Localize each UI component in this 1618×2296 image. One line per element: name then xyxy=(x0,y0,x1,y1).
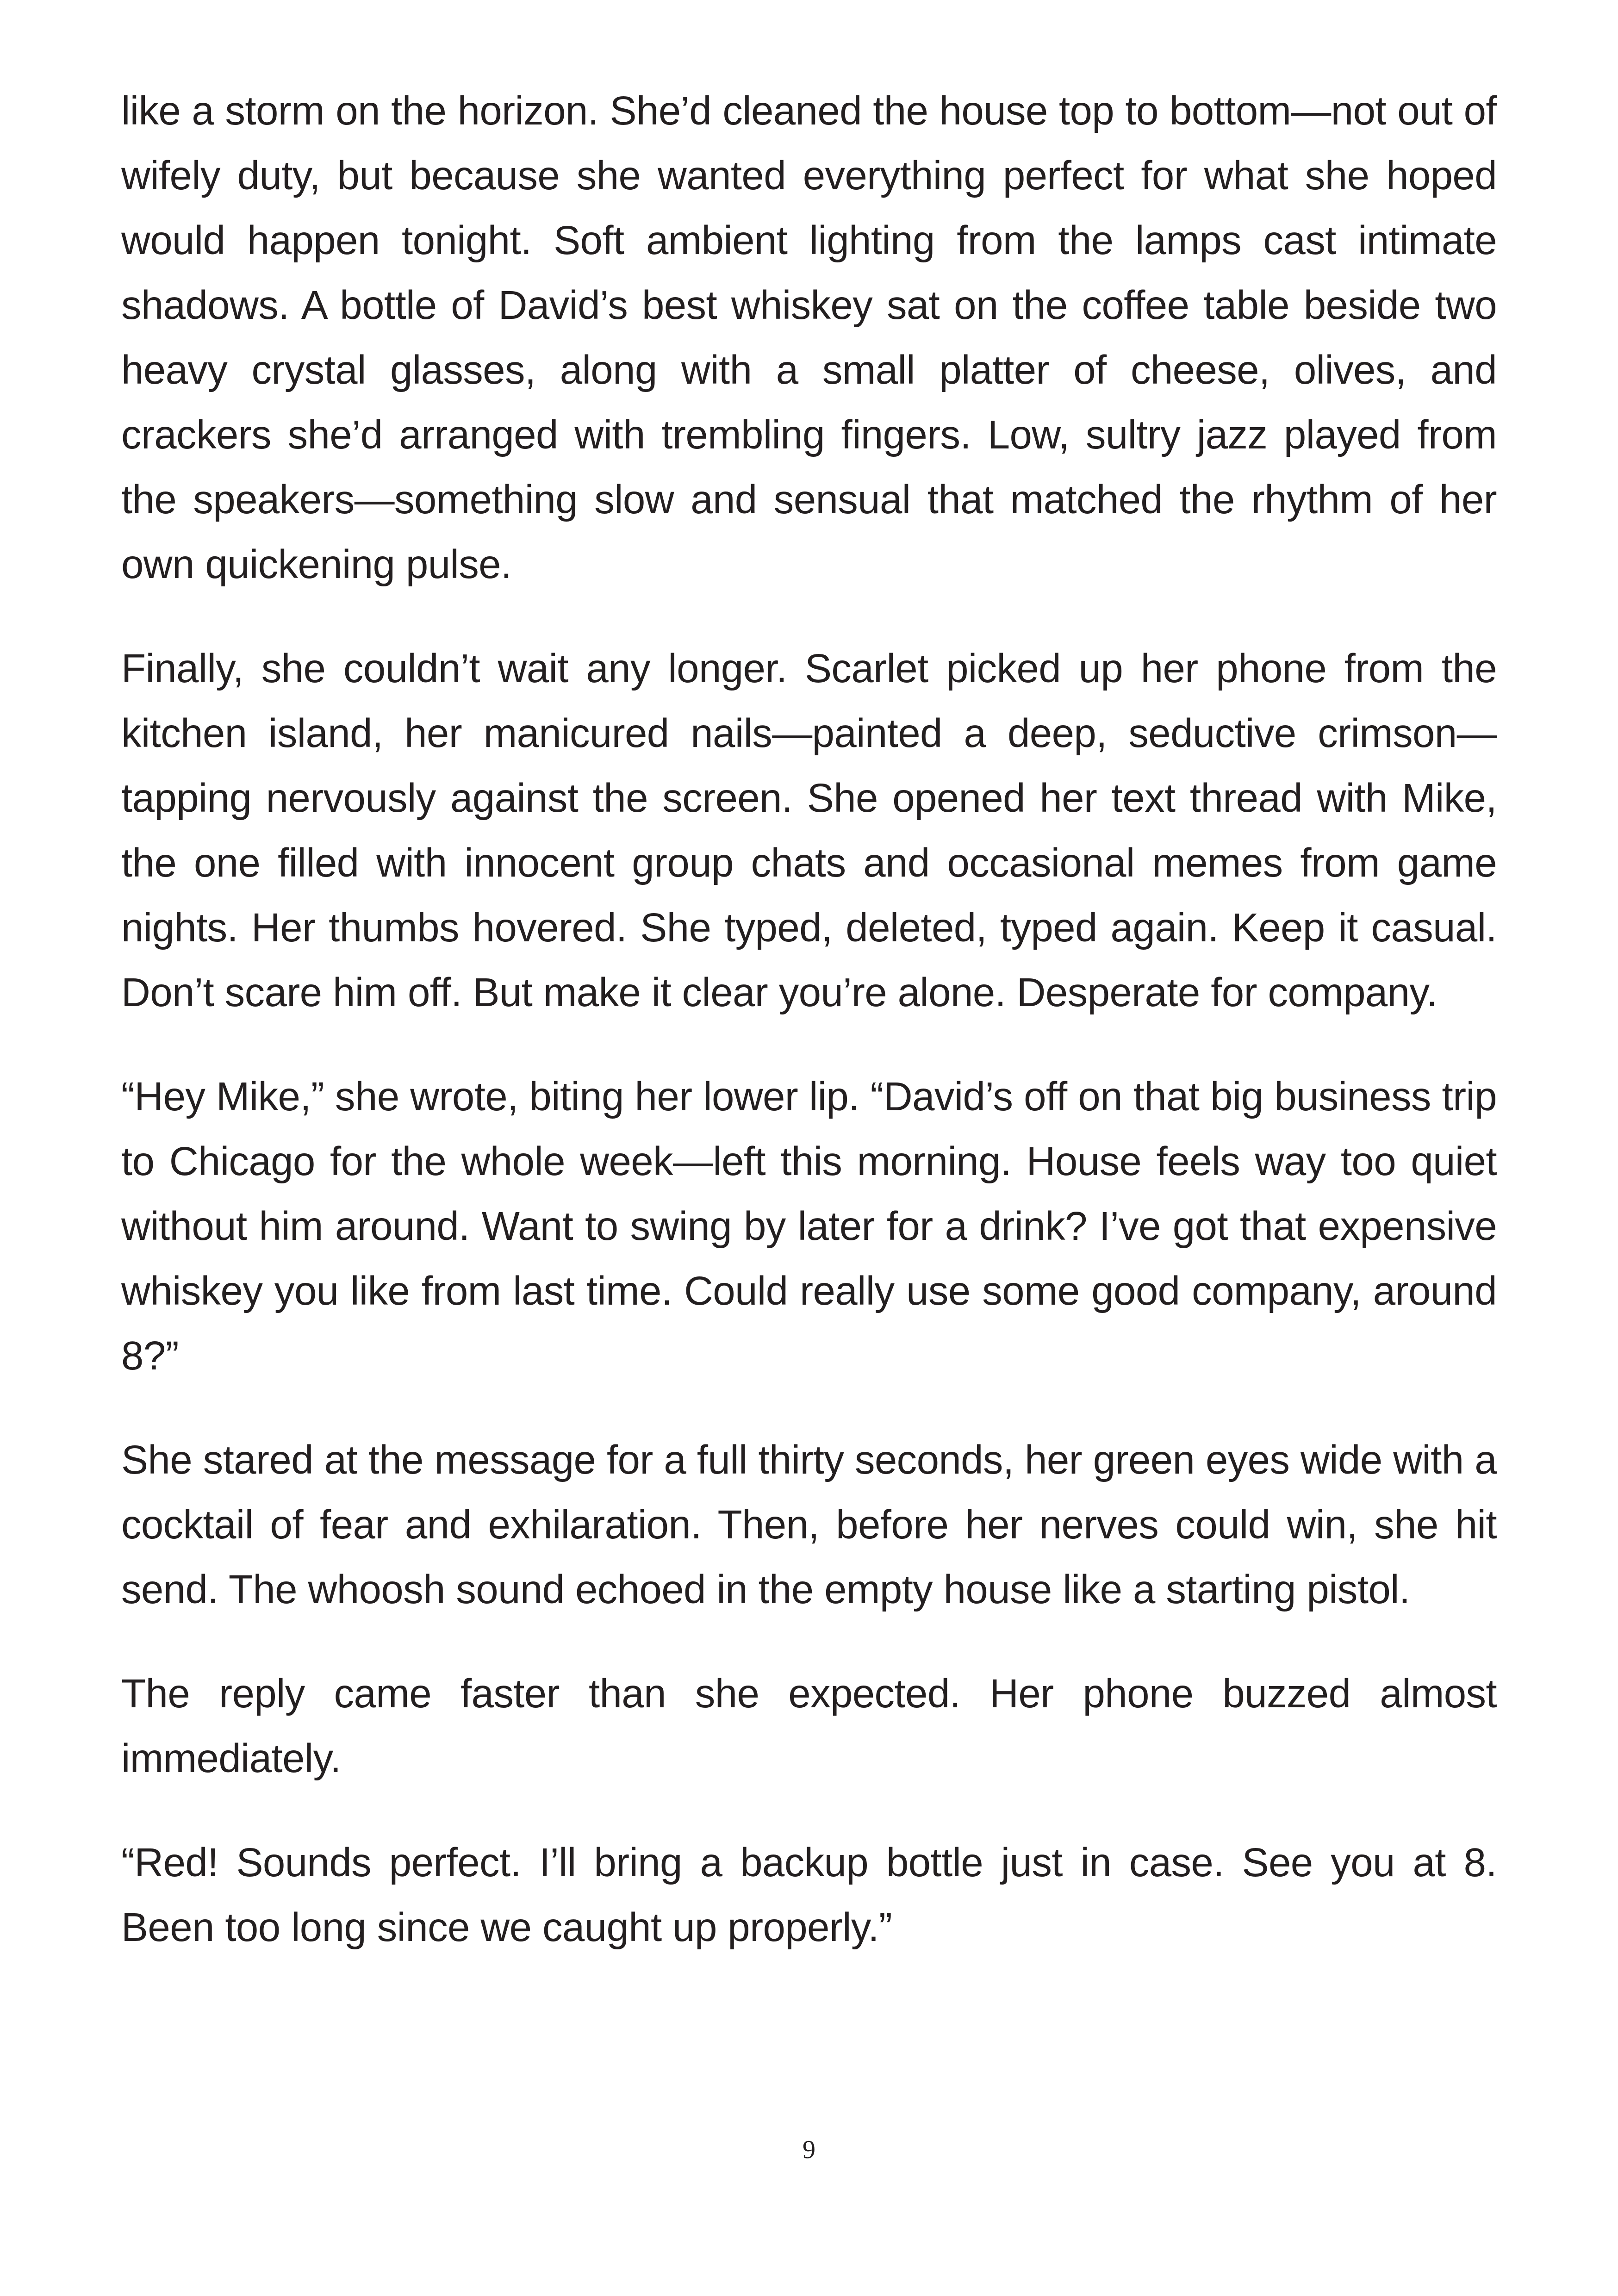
paragraph-3: “Hey Mike,” she wrote, biting her lower lip. “David’s off on that big business trip to Chicago for the whole week—left this morning. House feels way too quiet without him around. Want to swing by later for a drink? I’ve got that expensive whiskey you like from last time. Could really use some good company, around 8?” xyxy=(121,1074,1497,1378)
paragraph-4: She stared at the message for a full thirty seconds, her green eyes wide with a cocktail of fear and exhilaration. Then, before her nerves could win, she hit send. The whoosh sound echoed in the empty house like a starting pistol. xyxy=(121,1437,1497,1612)
paragraph-1: like a storm on the horizon. She’d cleaned the house top to bottom—not out of wifely duty, but because she wanted everything perfect for what she hoped would happen tonight. Soft ambient lighting from the lamps cast intimate shadows. A bottle of David’s best whiskey sat on the coffee table beside two heavy crystal glasses, along with a small platter of cheese, olives, and crackers she’d arranged with trembling fingers. Low, sultry jazz played from the speakers—something slow and sensual that matched the rhythm of her own quickening pulse. xyxy=(121,88,1497,587)
body-text xyxy=(121,79,1497,1960)
paragraph-2: Finally, she couldn’t wait any longer. Scarlet picked up her phone from the kitchen island, her manicured nails—painted a deep, seductive crimson—tapping nervously against the screen. She opened her text thread with Mike, the one filled with innocent group chats and occasional memes from game nights. Her thumbs hovered. She typed, deleted, typed again. Keep it casual. Don’t scare him off. But make it clear you’re alone. Desperate for company. xyxy=(121,646,1497,1015)
page-number: 9 xyxy=(803,2135,815,2164)
paragraph-6: “Red! Sounds perfect. I’ll bring a backup bottle just in case. See you at 8. Been too long since we caught up properly.” xyxy=(121,1840,1497,1950)
paragraph-5: The reply came faster than she expected. Her phone buzzed almost immediately. xyxy=(121,1671,1497,1781)
